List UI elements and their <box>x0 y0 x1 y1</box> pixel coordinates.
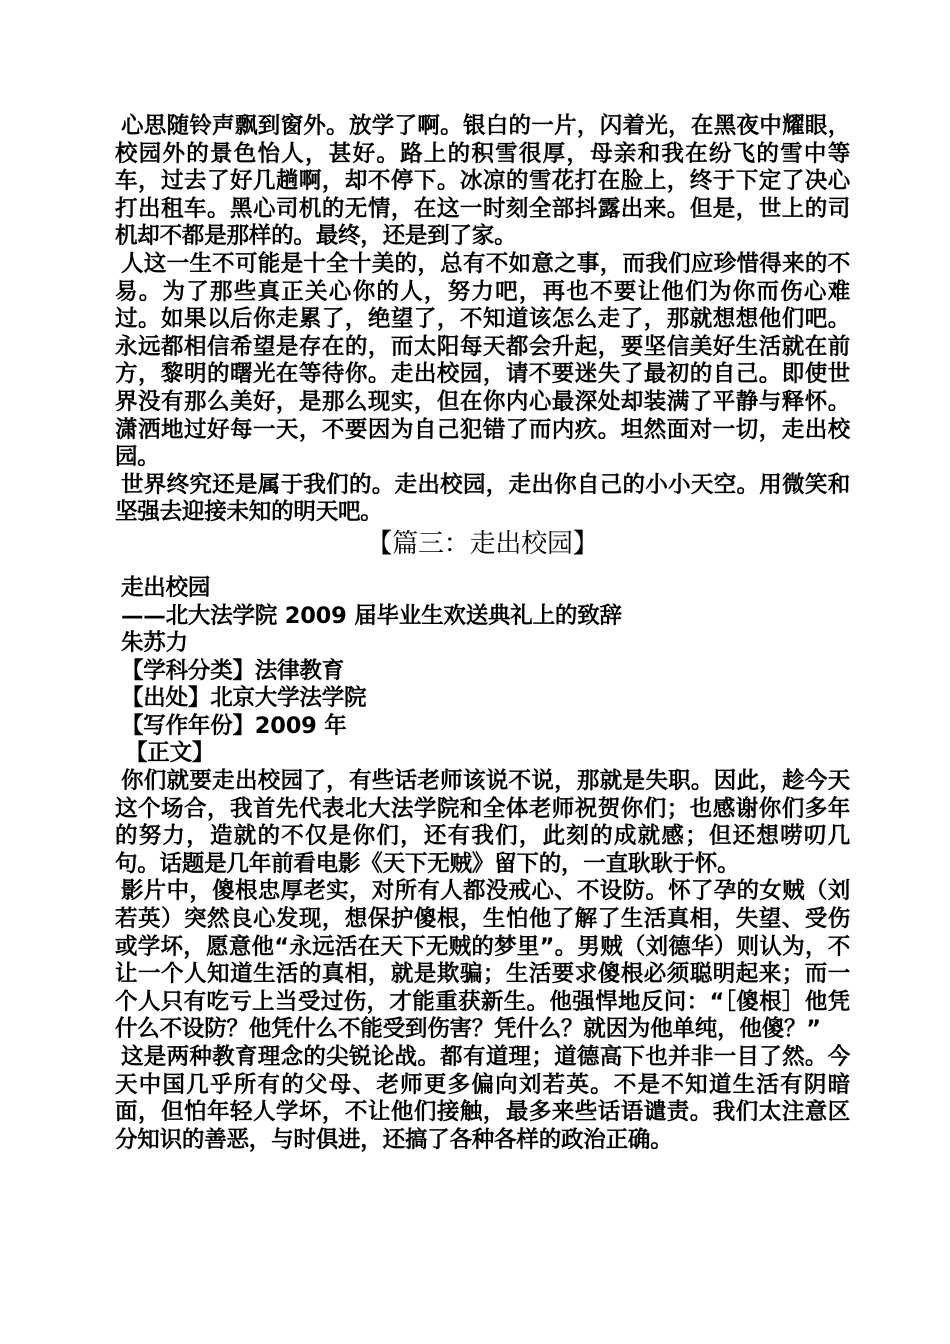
article-year: 【写作年份】2009 年 <box>121 712 347 739</box>
document-body <box>115 113 850 1154</box>
paragraph: 这是两种教育理念的尖锐论战。都有道理；道德高下也并非一目了然。今天中国几乎所有的父母、老师更多偏向刘若英。不是不知道生活有阴暗面，但怕年轻人学坏，不让他们接触，最多来些话语谴责。我们太注意区分知识的善恶，与时俱进，还搞了各种各样的政治正确。 <box>115 1044 850 1153</box>
paragraph: 影片中，傻根忠厚老实，对所有人都没戒心、不设防。怀了孕的女贼（刘若英）突然良心发现，想保护傻根，生怕他了解了生活真相，失望、受伤或学坏，愿意他“永远活在天下无贼的梦里”。男贼（刘德华）则认为，不让一个人知道生活的真相，就是欺骗；生活要求傻根必须聪明起来；而一个人只有吃亏上当受过伤，才能重获新生。他强悍地反问：“［傻根］他凭什么不设防？他凭什么不能受到伤害？凭什么？就因为他单纯，他傻？” <box>115 878 850 1043</box>
paragraph: 你们就要走出校园了，有些话老师该说不说，那就是失职。因此，趁今天这个场合，我首先代表北大法学院和全体老师祝贺你们；也感谢你们多年的努力，造就的不仅是你们，还有我们，此刻的成就感；但还想唠叨几句。话题是几年前看电影《天下无贼》留下的，一直耿耿于怀。 <box>115 768 850 877</box>
article-body-label: 【正文】 <box>125 740 215 767</box>
article-source: 【出处】北京大学法学院 <box>121 685 367 712</box>
paragraph: 世界终究还是属于我们的。走出校园，走出你自己的小小天空。用微笑和坚强去迎接未知的明天吧。 <box>115 471 850 526</box>
section-heading: 【篇三：走出校园】 <box>366 528 599 559</box>
article-subtitle: ——北大法学院 2009 届毕业生欢送典礼上的致辞 <box>121 602 622 629</box>
article-author: 朱苏力 <box>121 630 188 657</box>
paragraph: 人这一生不可能是十全十美的，总有不如意之事，而我们应珍惜得来的不易。为了那些真正关心你的人，努力吧，再也不要让他们为你而伤心难过。如果以后你走累了，绝望了，不知道该怎么走了，那就想想他们吧。永远都相信希望是存在的，而太阳每天都会升起，要坚信美好生活就在前方，黎明的曙光在等待你。走出校园，请不要迷失了最初的自己。即使世界没有那么美好，是那么现实，但在你内心最深处却装满了平静与释怀。潇洒地过好每一天，不要因为自己犯错了而内疚。坦然面对一切，走出校园。 <box>115 250 850 471</box>
article-category: 【学科分类】法律教育 <box>121 657 345 684</box>
article-title: 走出校园 <box>121 574 211 601</box>
paragraph: 心思随铃声飘到窗外。放学了啊。银白的一片，闪着光，在黑夜中耀眼，校园外的景色怡人，甚好。路上的积雪很厚，母亲和我在纷飞的雪中等车，过去了好几趟啊，却不停下。冰凉的雪花打在脸上，终于下定了决心打出租车。黑心司机的无情，在这一时刻全部抖露出来。但是，世上的司机却不都是那样的。最终，还是到了家。 <box>115 113 850 250</box>
